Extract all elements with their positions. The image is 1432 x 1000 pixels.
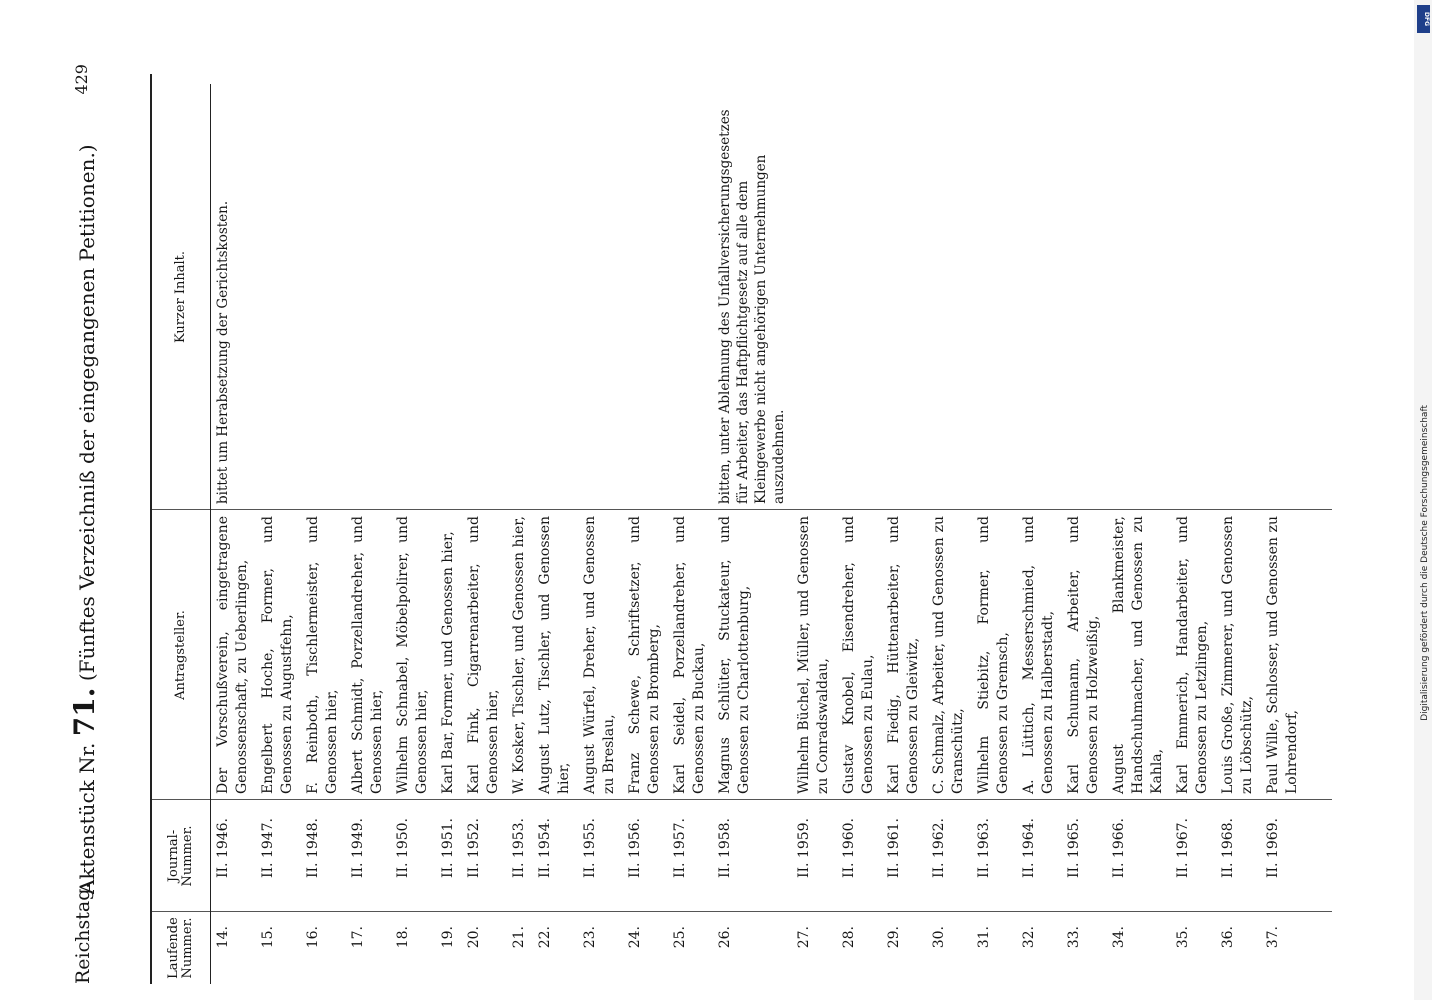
- applicant-cell: Franz Schewe, Schriftsetzer, und Genossen zu Bromberg,: [627, 516, 662, 794]
- row-number-cell: 26.: [717, 926, 733, 949]
- applicant-cell: August Blankmeister, Handschuhmacher, und Genossen zu Kahla,: [1111, 516, 1165, 794]
- table-row: [391, 84, 436, 984]
- table-row: [1062, 84, 1107, 984]
- content-cell: bitten, unter Ablehnung des Unfallversicherungsgesetzes für Arbeiter, das Haftpflichtgesetz auf alle dem Kleingewerbe nicht angehörigen Unternehmungen auszudehnen.: [717, 109, 787, 504]
- col-header-journal: Journal-Nummer.: [152, 800, 211, 912]
- applicant-cell: C. Schmalz, Arbeiter, und Genossen zu Granschütz,: [931, 516, 966, 794]
- scanned-page: [60, 44, 1340, 984]
- content-cell: [436, 84, 462, 510]
- journal-number-cell: II. 1954.: [537, 818, 553, 879]
- applicant-cell: Gustav Knobel, Eisendreher, und Genossen zu Eulau,: [841, 516, 876, 794]
- row-number-cell: 29.: [886, 926, 902, 949]
- table-row: [668, 84, 713, 984]
- journal-number-cell: II. 1968.: [1220, 818, 1236, 879]
- title-prefix: Aktenstück Nr.: [75, 742, 99, 894]
- journal-number-cell: II. 1967.: [1175, 818, 1191, 879]
- row-number-cell: 31.: [976, 926, 992, 949]
- content-cell: [533, 84, 578, 510]
- journal-number-cell: II. 1962.: [931, 818, 947, 879]
- header-title: [68, 144, 101, 894]
- journal-number-cell: II. 1961.: [886, 818, 902, 879]
- applicant-cell: Karl Schumann, Arbeiter, und Genossen zu Holzweißig,: [1066, 516, 1101, 794]
- applicant-cell: August Würfel, Dreher, und Genossen zu Breslau,: [582, 516, 617, 794]
- journal-number-cell: II. 1955.: [582, 818, 598, 879]
- dfg-logo: DFG: [1417, 5, 1430, 33]
- content-cell: [927, 84, 972, 510]
- table-row: [436, 84, 462, 984]
- row-number-cell: 18.: [395, 926, 411, 949]
- content-cell: [1107, 84, 1171, 510]
- journal-number-cell: II. 1959.: [796, 818, 812, 879]
- page-header: [60, 44, 124, 984]
- row-number-cell: 22.: [537, 926, 553, 949]
- table-row: [972, 84, 1017, 984]
- table-row: [713, 84, 792, 984]
- title-suffix: (Fünftes Verzeichniß der eingegangenen Petitionen.): [75, 144, 99, 682]
- row-number-cell: 25.: [672, 926, 688, 949]
- content-cell: [882, 84, 927, 510]
- table-row: [211, 84, 257, 984]
- content-cell: [346, 84, 391, 510]
- content-cell: [462, 84, 507, 510]
- table-row: [1017, 84, 1062, 984]
- applicant-cell: Karl Fiedig, Hüttenarbeiter, und Genossen zu Gleiwitz,: [886, 516, 921, 794]
- applicant-cell: W. Kosker, Tischler, und Genossen hier,: [511, 516, 527, 794]
- row-number-cell: 28.: [841, 926, 857, 949]
- row-number-cell: 36.: [1220, 926, 1236, 949]
- table-row: [533, 84, 578, 984]
- row-number-cell: 20.: [466, 926, 482, 949]
- journal-number-cell: II. 1951.: [440, 818, 456, 879]
- content-cell: [1062, 84, 1107, 510]
- applicant-cell: Karl Fink, Cigarrenarbeiter, und Genossen hier,: [466, 516, 501, 794]
- table-row: [578, 84, 623, 984]
- applicant-cell: A. Lüttich, Messerschmied, und Genossen zu Halberstadt,: [1021, 516, 1056, 794]
- table-row: [1261, 84, 1306, 984]
- applicant-cell: August Lutz, Tischler, und Genossen hier,: [537, 516, 572, 794]
- journal-number-cell: II. 1957.: [672, 818, 688, 879]
- table-row: [301, 84, 346, 984]
- applicant-cell: Karl Emmerich, Handarbeiter, und Genossen zu Letzlingen,: [1175, 516, 1210, 794]
- content-cell: [623, 84, 668, 510]
- applicant-cell: Wilhelm Büchel, Müller, und Genossen zu Conradswaldau,: [796, 516, 831, 794]
- applicant-cell: Wilhelm Stiebitz, Former, und Genossen zu Gremsch,: [976, 516, 1011, 794]
- content-cell: [668, 84, 713, 510]
- applicant-cell: Albert Schmidt, Porzellandreher, und Genossen hier,: [350, 516, 385, 794]
- applicant-cell: Karl Seidel, Porzellandreher, und Genossen zu Buckau,: [672, 516, 707, 794]
- journal-number-cell: II. 1965.: [1066, 818, 1082, 879]
- row-number-cell: 27.: [796, 926, 812, 949]
- content-cell: [972, 84, 1017, 510]
- journal-number-cell: II. 1952.: [466, 818, 482, 879]
- table-row: [346, 84, 391, 984]
- journal-number-cell: II. 1948.: [305, 818, 321, 879]
- journal-number-cell: II. 1960.: [841, 818, 857, 879]
- content-cell: [837, 84, 882, 510]
- row-number-cell: 14.: [215, 926, 231, 949]
- journal-number-cell: II. 1949.: [350, 818, 366, 879]
- table-row: [927, 84, 972, 984]
- applicant-cell: Louis Große, Zimmerer, und Genossen zu Löbschütz,: [1220, 516, 1255, 794]
- table-row: [1171, 84, 1216, 984]
- table-header-row: [152, 84, 211, 984]
- row-number-cell: 33.: [1066, 926, 1082, 949]
- row-number-cell: 32.: [1021, 926, 1037, 949]
- content-cell: [391, 84, 436, 510]
- table-row: [507, 84, 533, 984]
- table-row: [1216, 84, 1261, 984]
- page-number: 429: [72, 64, 91, 95]
- content-cell: [1171, 84, 1216, 510]
- content-cell: [1216, 84, 1261, 510]
- applicant-cell: F. Reinboth, Tischlermeister, und Genossen hier,: [305, 516, 340, 794]
- journal-number-cell: II. 1958.: [717, 818, 733, 879]
- header-reichstag: Reichstag.: [72, 882, 94, 984]
- applicant-cell: Wilhelm Schnabel, Möbelpolirer, und Genossen hier,: [395, 516, 430, 794]
- title-number: 71.: [68, 687, 101, 737]
- applicant-cell: Paul Wille, Schlosser, und Genossen zu Lohrendorf,: [1265, 516, 1300, 794]
- journal-number-cell: II. 1947.: [260, 818, 276, 879]
- journal-number-cell: II. 1956.: [627, 818, 643, 879]
- table-row: [882, 84, 927, 984]
- table-row: [462, 84, 507, 984]
- row-number-cell: 23.: [582, 926, 598, 949]
- row-number-cell: 34.: [1111, 926, 1127, 949]
- row-number-cell: 15.: [260, 926, 276, 949]
- row-number-cell: 17.: [350, 926, 366, 949]
- petition-table: [152, 84, 1306, 984]
- content-cell: [256, 84, 301, 510]
- row-number-cell: 21.: [511, 926, 527, 949]
- table-row: [792, 84, 837, 984]
- content-cell: bittet um Herabsetzung der Gerichtskosten.: [215, 200, 231, 504]
- col-header-inhalt: Kurzer Inhalt.: [152, 84, 211, 510]
- table-row: [837, 84, 882, 984]
- content-cell: [507, 84, 533, 510]
- applicant-cell: Karl Bar, Former, und Genossen hier,: [440, 531, 456, 794]
- content-cell: [1261, 84, 1306, 510]
- applicant-cell: Der Vorschußverein, eingetragene Genossenschaft, zu Ueberlingen,: [215, 516, 250, 794]
- content-cell: [301, 84, 346, 510]
- journal-number-cell: II. 1969.: [1265, 818, 1281, 879]
- row-number-cell: 30.: [931, 926, 947, 949]
- row-number-cell: 19.: [440, 926, 456, 949]
- row-number-cell: 24.: [627, 926, 643, 949]
- journal-number-cell: II. 1950.: [395, 818, 411, 879]
- journal-number-cell: II. 1963.: [976, 818, 992, 879]
- journal-number-cell: II. 1953.: [511, 818, 527, 879]
- table-row: [256, 84, 301, 984]
- content-cell: [792, 84, 837, 510]
- table-row: [1107, 84, 1171, 984]
- content-cell: [578, 84, 623, 510]
- row-number-cell: 16.: [305, 926, 321, 949]
- row-number-cell: 37.: [1265, 926, 1281, 949]
- journal-number-cell: II. 1946.: [215, 818, 231, 879]
- journal-number-cell: II. 1966.: [1111, 818, 1127, 879]
- digitization-note: Digitalisierung gefördert durch die Deutsche Forschungsgemeinschaft: [1420, 405, 1430, 721]
- applicant-cell: Magnus Schlüter, Stuckateur, und Genossen zu Charlottenburg,: [717, 516, 752, 794]
- col-header-antragsteller: Antragsteller.: [152, 510, 211, 800]
- col-header-laufende: Laufende Nummer.: [152, 912, 211, 984]
- applicant-cell: Engelbert Hoche, Former, und Genossen zu Augustfehn,: [260, 516, 295, 794]
- row-number-cell: 35.: [1175, 926, 1191, 949]
- content-cell: [1017, 84, 1062, 510]
- digitization-sideband: [1414, 0, 1432, 1000]
- journal-number-cell: II. 1964.: [1021, 818, 1037, 879]
- table-row: [623, 84, 668, 984]
